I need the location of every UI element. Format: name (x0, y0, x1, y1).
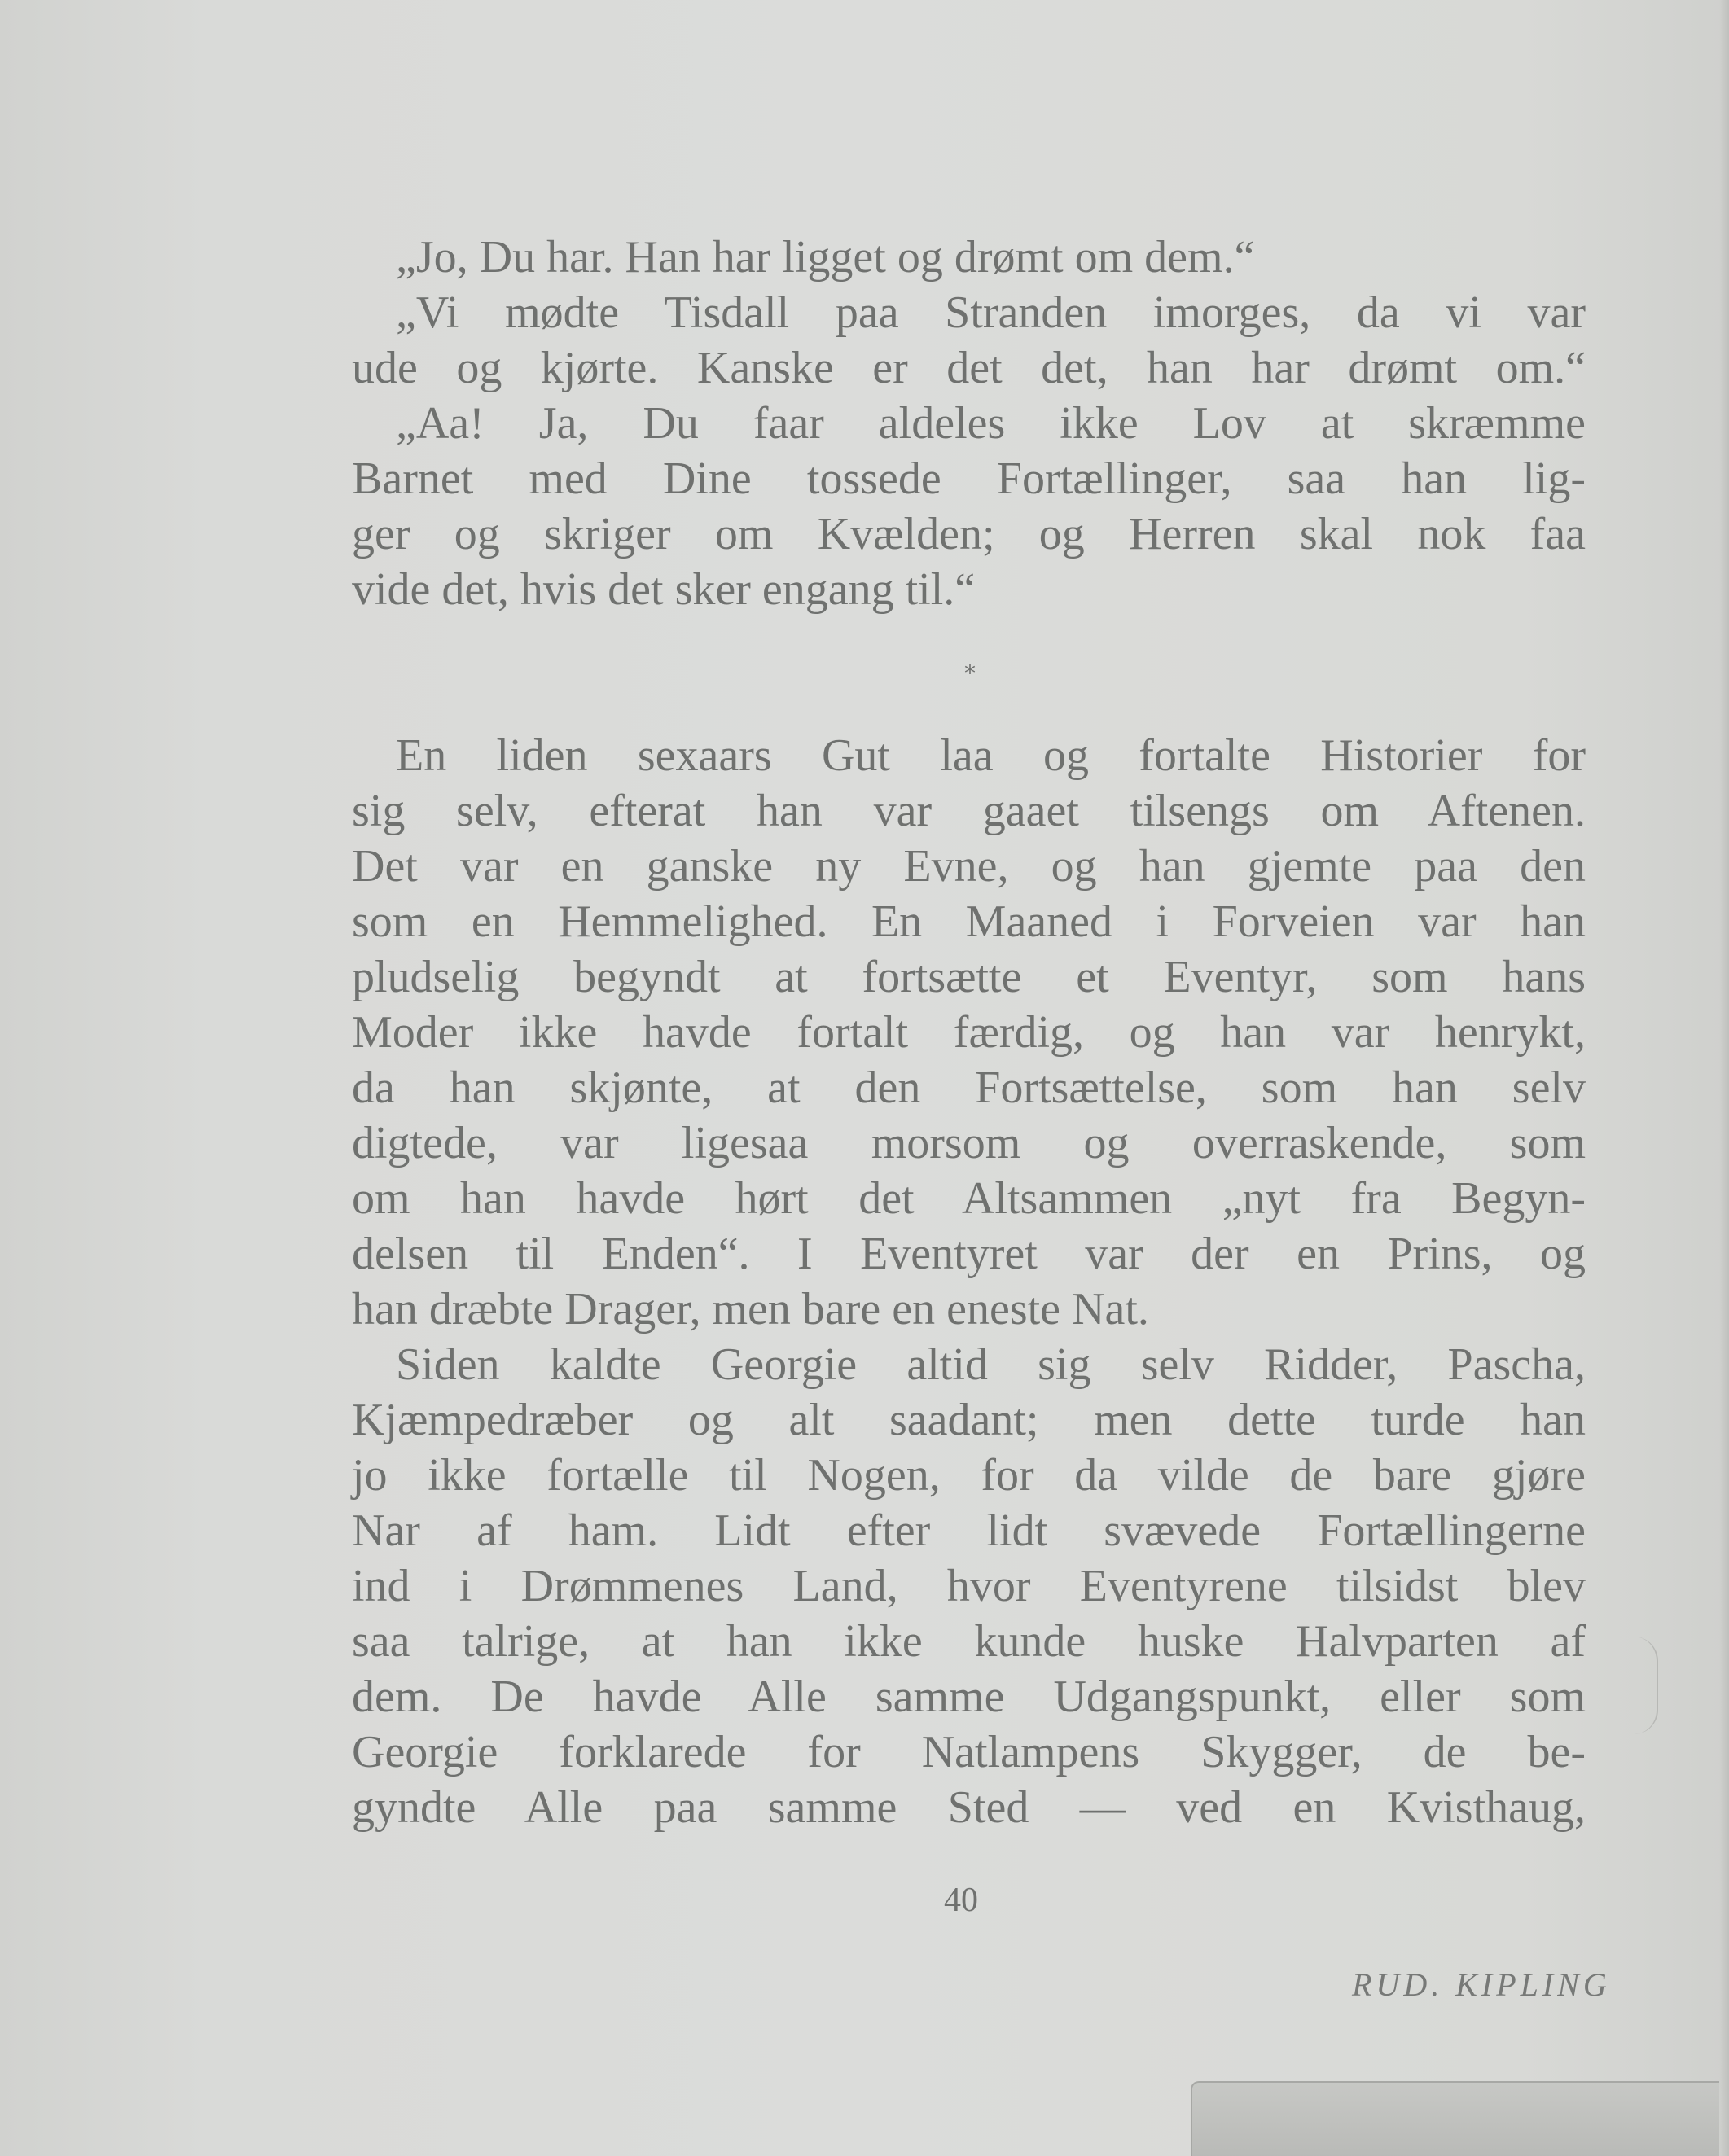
section-break-star: * (964, 660, 976, 686)
text-line: jo ikke fortælle til Nogen, for da vilde de bare gjøre (352, 1450, 1586, 1501)
text-line: dem. De havde Alle samme Udgangspunkt, eller som (352, 1672, 1586, 1722)
text-line: ind i Drømmenes Land, hvor Eventyrene tilsidst blev (352, 1561, 1586, 1611)
text-line: Kjæmpedræber og alt saadant; men dette turde han (352, 1395, 1586, 1445)
text-line: pludselig begyndt at fortsætte et Eventyr, som hans (352, 952, 1586, 1002)
text-line: ude og kjørte. Kanske er det det, han har drømt om.“ (352, 343, 1586, 393)
text-line: „Vi mødte Tisdall paa Stranden imorges, da vi var (396, 287, 1586, 338)
text-line: Barnet med Dine tossede Fortællinger, saa han lig- (352, 454, 1586, 504)
text-line: Moder ikke havde fortalt færdig, og han var henrykt, (352, 1007, 1586, 1058)
text-line: som en Hemmelighed. En Maaned i Forveien var han (352, 896, 1586, 947)
paper-mark (1632, 1637, 1658, 1734)
page-text (352, 230, 1586, 1835)
text-line: „Jo, Du har. Han har ligget og drømt om dem.“ (396, 232, 1255, 283)
text-line: „Aa! Ja, Du faar aldeles ikke Lov at skræmme (396, 398, 1586, 449)
text-line: vide det, hvis det sker engang til.“ (352, 564, 976, 615)
page-edge (1719, 0, 1729, 2156)
text-line: Siden kaldte Georgie altid sig selv Ridder, Pascha, (396, 1339, 1586, 1390)
running-footer-author: RUD. KIPLING (1352, 1966, 1611, 2003)
text-line: digtede, var ligesaa morsom og overraskende, som (352, 1118, 1586, 1168)
text-line: En liden sexaars Gut laa og fortalte Historier for (396, 730, 1586, 781)
text-line: ger og skriger om Kvælden; og Herren skal nok faa (352, 509, 1586, 559)
text-line: om han havde hørt det Altsammen „nyt fra Begyn- (352, 1173, 1586, 1224)
text-line: delsen til Enden“. I Eventyret var der en Prins, og (352, 1229, 1586, 1279)
text-line: sig selv, efterat han var gaaet tilsengs om Aftenen. (352, 786, 1586, 836)
text-line: saa talrige, at han ikke kunde huske Halvparten af (352, 1616, 1586, 1667)
bottom-edge-shadow (1191, 2081, 1729, 2156)
text-line: da han skjønte, at den Fortsættelse, som han selv (352, 1063, 1586, 1113)
text-line: Georgie forklarede for Natlampens Skygger, de be- (352, 1727, 1586, 1777)
text-line: Det var en ganske ny Evne, og han gjemte paa den (352, 841, 1586, 892)
text-line: Nar af ham. Lidt efter lidt svævede Fortællingerne (352, 1505, 1586, 1556)
text-line: gyndte Alle paa samme Sted — ved en Kvisthaug, (352, 1782, 1586, 1833)
text-line: han dræbte Drager, men bare en eneste Nat. (352, 1284, 1149, 1334)
page-number: 40 (944, 1882, 978, 1919)
